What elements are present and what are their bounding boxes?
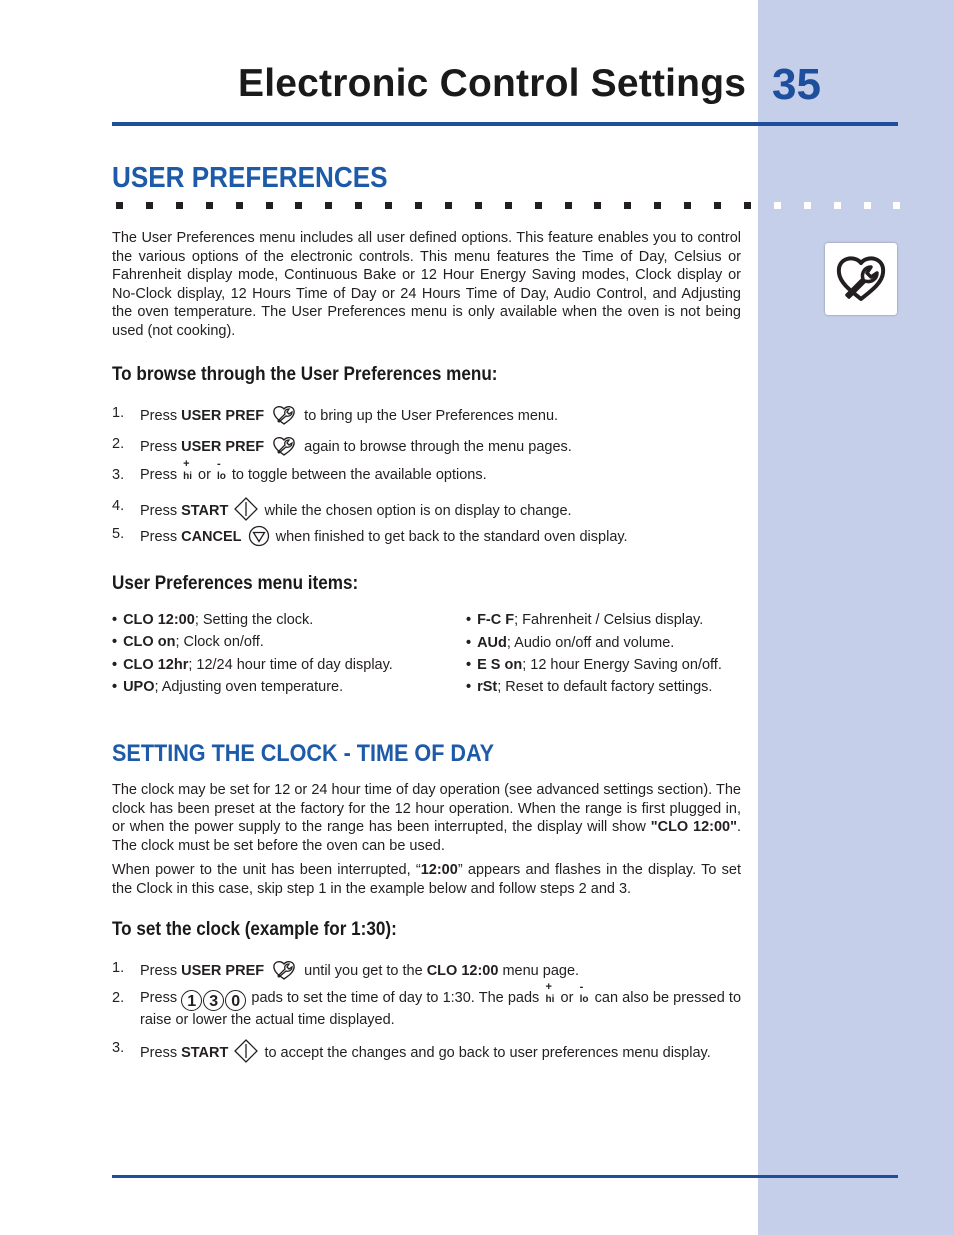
start-diamond-icon — [234, 497, 258, 521]
wrench-heart-icon — [825, 243, 897, 315]
list-item: • E S on; 12 hour Energy Saving on/off. — [466, 657, 722, 673]
hi-key: + hi — [545, 981, 555, 1005]
number-key-3: 3 — [203, 990, 224, 1011]
number-key-1: 1 — [181, 990, 202, 1011]
clock-paragraph-2: When power to the unit has been interrupted, “12:00” appears and flashes in the display. To set the Clock in this case, skip step 1 in the example below and follow steps 2 and 3. — [112, 862, 741, 897]
section-heading-setting-clock: SETTING THE CLOCK - TIME OF DAY — [112, 740, 495, 767]
header-rule — [112, 122, 898, 126]
list-item: • CLO on; Clock on/off. — [112, 634, 264, 650]
list-item: • AUd; Audio on/off and volume. — [466, 635, 675, 651]
list-item: • CLO 12hr; 12/24 hour time of day display. — [112, 657, 393, 673]
hi-key: + hi — [183, 458, 192, 482]
list-item: • UPO; Adjusting oven temperature. — [112, 679, 344, 695]
wrench-heart-icon — [270, 435, 298, 457]
wrench-heart-icon — [270, 404, 298, 426]
number-key-0: 0 — [225, 990, 246, 1011]
section-heading-user-preferences: USER PREFERENCES — [112, 162, 388, 194]
list-item: • CLO 12:00; Setting the clock. — [112, 612, 314, 628]
cancel-triangle-icon — [248, 525, 270, 547]
example-heading: To set the clock (example for 1:30): — [112, 919, 397, 940]
user-preferences-intro: The User Preferences menu includes all user defined options. This feature enables you to control the various options of the electronic controls. This menu features the Time of Day, Celsius or Fahrenheit display mode, Continuous Bake or 12 Hour Energy Saving modes, Clock display or No-Clock display, 12 Hours Time of Day or 24 Hours Time of Day, Audio Control, and Adjusting the oven temperature. The User Preferences menu is only available when the oven is not being used (not cooking). — [112, 230, 741, 339]
wrench-heart-icon — [270, 959, 298, 981]
browse-heading: To browse through the User Preferences menu: — [112, 364, 498, 385]
page-number: 35 — [772, 60, 821, 109]
page-title: Electronic Control Settings — [238, 62, 747, 105]
clock-paragraph-1: The clock may be set for 12 or 24 hour time of day operation (see advanced settings section). The clock has been preset at the factory for the 12 hour operation. When the range is first plugged in, or when the power supply to the range has been interrupted, the display will show "CLO 12:00". The clock must be set before the oven can be used. — [112, 782, 741, 854]
footer-rule — [112, 1175, 898, 1178]
start-diamond-icon — [234, 1039, 258, 1063]
menu-items-heading: User Preferences menu items: — [112, 573, 359, 594]
list-item: • rSt; Reset to default factory settings. — [466, 679, 713, 695]
list-item: • F-C F; Fahrenheit / Celsius display. — [466, 612, 704, 628]
dotted-divider — [112, 202, 902, 210]
lo-key: - lo — [579, 981, 589, 1005]
lo-key: - lo — [216, 458, 226, 482]
clock-step-2: 2. Press 1 3 0 pads to set the time of day to 1:30. The pads + hi or - lo can also be pressed to raise or lower the actual time displayed. — [112, 981, 742, 1028]
user-pref-badge — [825, 243, 897, 315]
side-margin-band — [758, 0, 954, 1235]
